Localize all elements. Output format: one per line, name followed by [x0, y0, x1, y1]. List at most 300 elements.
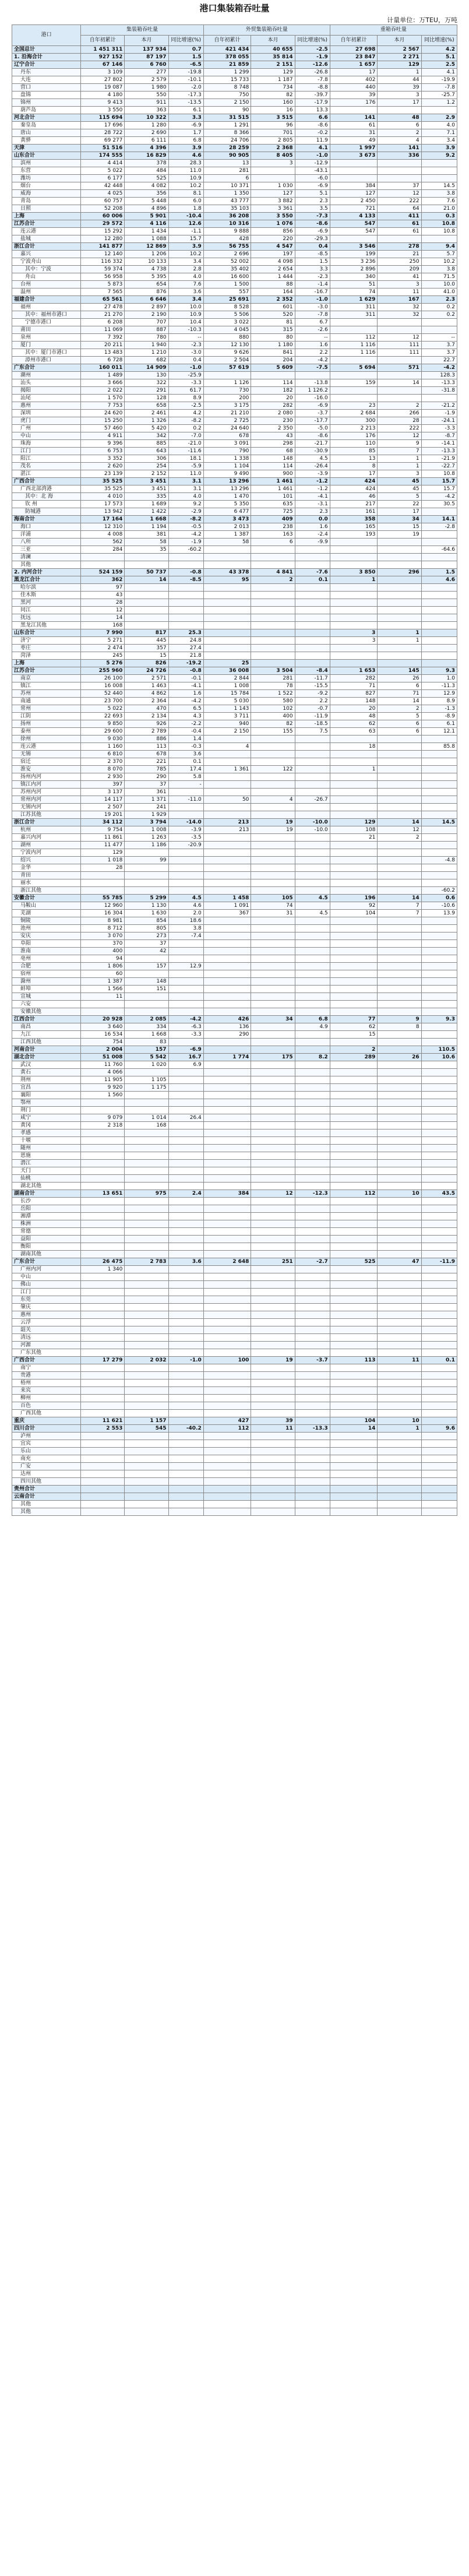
cell-ft: 1 500	[203, 281, 251, 288]
cell-ry	[421, 781, 457, 789]
table-row	[12, 698, 457, 705]
cell-m: 4 396	[125, 145, 168, 152]
cell-ry: -1.9	[421, 410, 457, 417]
cell-t: 65 561	[81, 296, 125, 304]
cell-ry	[421, 1296, 457, 1304]
cell-rm: 22	[378, 501, 421, 508]
cell-y	[168, 592, 203, 599]
cell-m: 1 014	[125, 1114, 168, 1122]
cell-fy	[295, 1296, 330, 1304]
cell-t: 13 942	[81, 508, 125, 516]
cell-rt	[330, 584, 378, 592]
cell-m: 83	[125, 1039, 168, 1046]
cell-ft: 21 210	[203, 410, 251, 417]
cell-y: -4.2	[168, 1016, 203, 1023]
cell-port: 虎门	[12, 417, 81, 425]
cell-fy: -2.3	[295, 273, 330, 281]
cell-fm	[251, 1228, 295, 1236]
cell-rm: 34	[378, 516, 421, 523]
cell-fm: 8 405	[251, 152, 295, 160]
cell-port: 宁德市港口	[12, 319, 81, 326]
cell-rt: 127	[330, 190, 378, 198]
table-row	[12, 796, 457, 804]
cell-rt	[330, 917, 378, 925]
cell-fm	[251, 1326, 295, 1334]
cell-port: 泸州	[12, 1433, 81, 1440]
cell-t: 35 525	[81, 478, 125, 485]
table-row	[12, 1175, 457, 1183]
cell-y: -1.1	[168, 228, 203, 235]
cell-y: 3.1	[168, 478, 203, 485]
cell-m: 2 461	[125, 410, 168, 417]
cell-rt: 17	[330, 470, 378, 478]
cell-t	[81, 1501, 125, 1508]
cell-rm: 12	[378, 432, 421, 440]
cell-t: 7 392	[81, 334, 125, 342]
cell-m: 1 105	[125, 1076, 168, 1084]
cell-ry	[421, 1311, 457, 1319]
cell-y	[168, 789, 203, 796]
cell-t: 3 070	[81, 932, 125, 940]
cell-m: 887	[125, 326, 168, 334]
cell-m	[125, 554, 168, 561]
cell-t: 3 109	[81, 69, 125, 76]
cell-y: -6.9	[168, 1046, 203, 1054]
cell-rt: 1 116	[330, 342, 378, 349]
table-row	[12, 1129, 457, 1137]
cell-rm	[378, 751, 421, 758]
cell-port: 云南合计	[12, 1493, 81, 1501]
cell-m: 1 088	[125, 235, 168, 243]
cell-y	[168, 993, 203, 1001]
table-row	[12, 1448, 457, 1455]
cell-fm: 81	[251, 319, 295, 326]
cell-t: 15 292	[81, 228, 125, 235]
cell-m: 1 463	[125, 682, 168, 690]
cell-port: 株洲	[12, 1220, 81, 1228]
cell-fy	[295, 758, 330, 766]
cell-ft	[203, 864, 251, 872]
table-row	[12, 682, 457, 690]
table-row	[12, 342, 457, 349]
cell-ft: 290	[203, 1031, 251, 1039]
cell-t: 9 079	[81, 1114, 125, 1122]
cell-rt	[330, 645, 378, 652]
cell-port: 贵州合计	[12, 1486, 81, 1493]
cell-rm	[378, 887, 421, 895]
cell-ft	[203, 637, 251, 645]
cell-fm	[251, 1311, 295, 1319]
cell-t: 370	[81, 940, 125, 948]
cell-m	[125, 1372, 168, 1380]
cell-t	[81, 1175, 125, 1183]
cell-fm: 78	[251, 682, 295, 690]
cell-ft: 10 316	[203, 220, 251, 228]
cell-port: 重庆	[12, 1417, 81, 1425]
cell-fy	[295, 766, 330, 773]
cell-ft: 25	[203, 660, 251, 667]
cell-fm: 725	[251, 508, 295, 516]
cell-y: 2.0	[168, 910, 203, 917]
cell-fy	[295, 1402, 330, 1410]
cell-fm: 11	[251, 1425, 295, 1433]
cell-fy: -3.0	[295, 304, 330, 311]
cell-y: -2.3	[168, 342, 203, 349]
table-row	[12, 1061, 457, 1069]
cell-rm	[378, 1114, 421, 1122]
cell-fm: 5 609	[251, 364, 295, 372]
cell-port: 潍坊	[12, 175, 81, 182]
cell-t	[81, 1213, 125, 1220]
cell-ry	[421, 1289, 457, 1296]
cell-m	[125, 584, 168, 592]
cell-ry: 9.4	[421, 243, 457, 251]
cell-ry	[421, 932, 457, 940]
table-row	[12, 1251, 457, 1258]
cell-fy: -13.8	[295, 379, 330, 387]
cell-t	[81, 1137, 125, 1145]
cell-port: 宜宾	[12, 1440, 81, 1448]
table-row	[12, 448, 457, 455]
cell-fy	[295, 1508, 330, 1516]
cell-fy: -26.4	[295, 463, 330, 470]
cell-rt: 300	[330, 417, 378, 425]
cell-fy	[295, 1289, 330, 1296]
cell-ry	[421, 1084, 457, 1092]
cell-ft	[203, 1448, 251, 1455]
cell-ry: 0.6	[421, 895, 457, 902]
cell-y	[168, 1198, 203, 1205]
cell-m: 99	[125, 857, 168, 864]
cell-y: -6.3	[168, 1023, 203, 1031]
cell-rt	[330, 554, 378, 561]
cell-t	[81, 1334, 125, 1342]
cell-ry	[421, 1167, 457, 1175]
cell-y	[168, 1160, 203, 1167]
table-row	[12, 281, 457, 288]
cell-rt	[330, 1372, 378, 1380]
cell-port: 秦皇岛	[12, 122, 81, 129]
table-row	[12, 546, 457, 554]
cell-y: 2.4	[168, 1190, 203, 1198]
cell-ry: 7.1	[421, 129, 457, 137]
cell-ry	[421, 1152, 457, 1160]
cell-fm: 1 444	[251, 273, 295, 281]
cell-y: -4.2	[168, 531, 203, 539]
cell-t: 15 250	[81, 417, 125, 425]
cell-fm: 4 547	[251, 243, 295, 251]
cell-fm	[251, 940, 295, 948]
cell-y: -0.8	[168, 667, 203, 675]
table-row	[12, 1478, 457, 1486]
cell-fm: 701	[251, 129, 295, 137]
cell-rm	[378, 796, 421, 804]
cell-port: 厦门	[12, 342, 81, 349]
cell-t: 11 760	[81, 1061, 125, 1069]
table-row	[12, 1190, 457, 1198]
cell-ry: 21.0	[421, 205, 457, 213]
cell-fy	[295, 1395, 330, 1402]
cell-m: 4 116	[125, 220, 168, 228]
table-row	[12, 970, 457, 978]
cell-fy	[295, 1076, 330, 1084]
cell-ft: 1 126	[203, 379, 251, 387]
cell-t: 20 928	[81, 1016, 125, 1023]
cell-y: -5.9	[168, 463, 203, 470]
cell-t: 27 802	[81, 76, 125, 84]
cell-fm: 2 151	[251, 61, 295, 69]
cell-rt: 827	[330, 690, 378, 698]
cell-ry: 3.9	[421, 145, 457, 152]
cell-rm	[378, 1508, 421, 1516]
cell-rt	[330, 940, 378, 948]
cell-fy	[295, 1440, 330, 1448]
cell-m: 1 434	[125, 228, 168, 235]
cell-ft	[203, 1137, 251, 1145]
cell-y	[168, 1273, 203, 1281]
table-row	[12, 1289, 457, 1296]
cell-fm: 164	[251, 288, 295, 296]
cell-rm	[378, 1334, 421, 1342]
cell-port: 湛江	[12, 470, 81, 478]
cell-y	[168, 1493, 203, 1501]
cell-y: -4.1	[168, 682, 203, 690]
cell-rt	[330, 160, 378, 167]
table-row	[12, 1258, 457, 1266]
cell-fm: 43	[251, 432, 295, 440]
cell-port: 湖南合计	[12, 1190, 81, 1198]
cell-fy: 3.3	[295, 266, 330, 273]
cell-fy	[295, 1463, 330, 1470]
cell-ry	[421, 1478, 457, 1486]
cell-rm	[378, 1402, 421, 1410]
cell-ft	[203, 1251, 251, 1258]
cell-fm	[251, 561, 295, 569]
cell-ry	[421, 872, 457, 879]
cell-fy	[295, 1372, 330, 1380]
cell-ry	[421, 940, 457, 948]
cell-ft	[203, 804, 251, 811]
cell-m: 24 726	[125, 667, 168, 675]
table-row	[12, 1145, 457, 1152]
cell-rt: 3	[330, 629, 378, 637]
cell-fm	[251, 751, 295, 758]
cell-rt: 31	[330, 129, 378, 137]
cell-t: 1 160	[81, 743, 125, 751]
cell-ft: 16 600	[203, 273, 251, 281]
cell-m: 137 934	[125, 46, 168, 54]
cell-fy: -1.2	[295, 478, 330, 485]
table-row	[12, 811, 457, 819]
cell-port: 山东合计	[12, 152, 81, 160]
cell-port: 十堰	[12, 1137, 81, 1145]
cell-y	[168, 1319, 203, 1326]
cell-t: 35 525	[81, 485, 125, 493]
cell-y: -10.3	[168, 326, 203, 334]
cell-fy	[295, 978, 330, 986]
cell-t	[81, 1296, 125, 1304]
cell-fy: 2.2	[295, 349, 330, 357]
cell-t	[81, 1342, 125, 1349]
cell-y: 18.1	[168, 455, 203, 463]
cell-ry: -21.9	[421, 455, 457, 463]
table-row	[12, 667, 457, 675]
cell-y: 4.6	[168, 152, 203, 160]
cell-y	[168, 1008, 203, 1016]
cell-m: 926	[125, 720, 168, 728]
table-row	[12, 76, 457, 84]
cell-rt	[330, 1084, 378, 1092]
cell-port: 安庆	[12, 932, 81, 940]
cell-rt: 148	[330, 698, 378, 705]
cell-m: 16 829	[125, 152, 168, 160]
cell-port: 无锡内河	[12, 804, 81, 811]
table-row	[12, 493, 457, 501]
table-row	[12, 1296, 457, 1304]
cell-fy	[295, 1243, 330, 1251]
cell-m: 6 646	[125, 296, 168, 304]
cell-ft: 1 291	[203, 122, 251, 129]
cell-t	[81, 1198, 125, 1205]
cell-ry	[421, 508, 457, 516]
cell-m: 3 451	[125, 478, 168, 485]
cell-fm	[251, 629, 295, 637]
cell-ry	[421, 1410, 457, 1417]
cell-ry	[421, 751, 457, 758]
cell-ft	[203, 1440, 251, 1448]
cell-fm	[251, 963, 295, 970]
cell-rm: 411	[378, 213, 421, 220]
cell-ry	[421, 614, 457, 622]
cell-rt	[330, 652, 378, 660]
cell-m: 1 630	[125, 910, 168, 917]
cell-rm	[378, 1122, 421, 1129]
cell-ry	[421, 811, 457, 819]
cell-m: 12 869	[125, 243, 168, 251]
cell-m	[125, 1501, 168, 1508]
cell-ry	[421, 1470, 457, 1478]
cell-fy: -12.9	[295, 160, 330, 167]
table-row	[12, 1001, 457, 1008]
cell-rm: 14	[378, 379, 421, 387]
cell-ft: 8 366	[203, 129, 251, 137]
cell-y: -7.4	[168, 932, 203, 940]
cell-ry	[421, 167, 457, 175]
table-row	[12, 932, 457, 940]
cell-rt: 3 546	[330, 243, 378, 251]
cell-rm	[378, 592, 421, 599]
cell-y	[168, 584, 203, 592]
cell-ry	[421, 160, 457, 167]
table-row	[12, 304, 457, 311]
cell-m	[125, 1296, 168, 1304]
cell-fy: -2.6	[295, 326, 330, 334]
cell-t: 13 483	[81, 349, 125, 357]
cell-m: 5 395	[125, 273, 168, 281]
cell-ry	[421, 1137, 457, 1145]
cell-y	[168, 554, 203, 561]
cell-t: 17 279	[81, 1357, 125, 1364]
cell-m	[125, 1364, 168, 1372]
cell-m: 2 571	[125, 675, 168, 682]
cell-fy	[295, 1175, 330, 1183]
cell-ft: 378 055	[203, 54, 251, 61]
cell-port: 常德	[12, 1228, 81, 1236]
cell-fy: -11.9	[295, 713, 330, 720]
cell-rm: 111	[378, 349, 421, 357]
cell-ry	[421, 789, 457, 796]
cell-ry	[421, 1387, 457, 1395]
cell-port: 襄阳	[12, 1092, 81, 1099]
cell-rm: 1	[378, 1425, 421, 1433]
cell-fm	[251, 1478, 295, 1486]
cell-ry: 7.6	[421, 198, 457, 205]
cell-fm	[251, 1380, 295, 1387]
cell-port: 台州	[12, 281, 81, 288]
cell-ry	[421, 796, 457, 804]
cell-y: -4.2	[168, 698, 203, 705]
cell-t: 11 861	[81, 834, 125, 842]
cell-m: 2 152	[125, 470, 168, 478]
cell-ft: 1 361	[203, 766, 251, 773]
cell-fy: -1.0	[295, 152, 330, 160]
table-row	[12, 614, 457, 622]
cell-rm	[378, 1069, 421, 1076]
cell-rt: 159	[330, 379, 378, 387]
cell-fy	[295, 554, 330, 561]
cell-rt: 1 657	[330, 61, 378, 69]
cell-fm	[251, 887, 295, 895]
cell-t: 9 754	[81, 826, 125, 834]
cell-fm	[251, 986, 295, 993]
table-row	[12, 266, 457, 273]
cell-rt	[330, 811, 378, 819]
cell-rm	[378, 811, 421, 819]
cell-port: 湖南其他	[12, 1251, 81, 1258]
cell-ry	[421, 955, 457, 963]
cell-ry	[421, 1417, 457, 1425]
cell-ft: 750	[203, 92, 251, 99]
cell-ft	[203, 1084, 251, 1092]
cell-fm	[251, 1152, 295, 1160]
cell-fy	[295, 1433, 330, 1440]
cell-ry	[421, 1183, 457, 1190]
cell-m: 2 134	[125, 713, 168, 720]
cell-fy: -15.5	[295, 682, 330, 690]
table-row	[12, 175, 457, 182]
cell-m: 3 794	[125, 819, 168, 826]
cell-port: 抚远	[12, 614, 81, 622]
cell-port: 马鞍山	[12, 902, 81, 910]
cell-m	[125, 1266, 168, 1273]
cell-m: 130	[125, 372, 168, 379]
cell-y: 12.6	[168, 220, 203, 228]
cell-ry	[421, 107, 457, 114]
cell-y	[168, 978, 203, 986]
cell-port: 佳木斯	[12, 592, 81, 599]
cell-ry	[421, 1508, 457, 1516]
cell-y	[168, 561, 203, 569]
cell-ry: -13.3	[421, 379, 457, 387]
cell-y: 4.2	[168, 410, 203, 417]
cell-port: 池州	[12, 925, 81, 932]
cell-rm	[378, 781, 421, 789]
table-row	[12, 1334, 457, 1342]
cell-rt	[330, 660, 378, 667]
cell-t: 6 177	[81, 175, 125, 182]
cell-fm: 580	[251, 698, 295, 705]
cell-fy	[295, 1122, 330, 1129]
